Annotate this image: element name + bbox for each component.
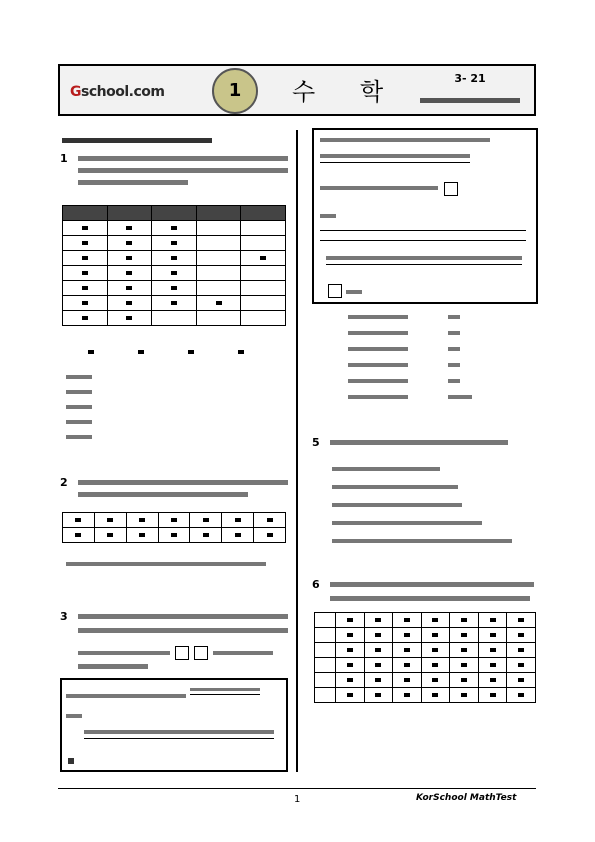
question-3-text (78, 664, 148, 669)
answer-option[interactable] (318, 352, 498, 368)
table-row (63, 311, 286, 326)
question-2-number: 2 (60, 476, 68, 489)
table-row (315, 673, 536, 688)
exam-code-underline (420, 98, 520, 103)
table-row (315, 613, 536, 628)
question-1-text (78, 156, 288, 161)
answer-option[interactable] (66, 424, 266, 439)
question-3-text (78, 628, 288, 633)
question-6-text (330, 596, 530, 601)
question-4-box (312, 128, 538, 304)
table-row (63, 206, 286, 221)
question-3-box (60, 678, 288, 772)
question-5-options (318, 456, 528, 546)
question-5-text (330, 440, 508, 445)
question-2-options[interactable] (66, 562, 266, 566)
subject-char-1: 수 (292, 78, 316, 106)
grade-badge: 1 (212, 68, 258, 114)
answer-option[interactable] (318, 368, 498, 384)
footer-rule (58, 788, 536, 789)
table-row (63, 281, 286, 296)
footer-brand: KorSchool MathTest (416, 793, 517, 803)
table-row (63, 236, 286, 251)
table-row (315, 643, 536, 658)
answer-option[interactable] (318, 304, 498, 320)
site-logo: Gschool.com (70, 84, 165, 100)
table-row (315, 688, 536, 703)
question-6-number: 6 (312, 578, 320, 591)
answer-option[interactable] (66, 409, 266, 424)
answer-option[interactable] (66, 379, 266, 394)
question-4-options (318, 304, 498, 400)
page-number: 1 (294, 794, 301, 805)
section-heading (62, 138, 212, 143)
blank-box[interactable] (328, 284, 342, 298)
question-1-table (62, 205, 286, 326)
answer-option[interactable] (66, 364, 266, 379)
question-2-text (78, 480, 288, 485)
table-row (63, 528, 286, 543)
question-3-text (78, 642, 288, 658)
answer-option[interactable] (318, 510, 528, 528)
question-1-options (66, 350, 266, 439)
question-2-text (78, 492, 248, 497)
answer-option[interactable] (318, 492, 528, 510)
question-6-text (330, 582, 534, 587)
question-6-table (314, 612, 536, 703)
table-row (63, 266, 286, 281)
answer-option[interactable] (318, 528, 528, 546)
blank-box[interactable] (175, 646, 189, 660)
table-row (63, 221, 286, 236)
question-5-number: 5 (312, 436, 320, 449)
table-row (63, 296, 286, 311)
answer-option[interactable] (66, 394, 266, 409)
answer-option[interactable] (318, 336, 498, 352)
question-3-number: 3 (60, 610, 68, 623)
column-divider (296, 130, 298, 772)
answer-option[interactable] (318, 474, 528, 492)
question-2-table (62, 512, 286, 543)
table-row (315, 628, 536, 643)
subject-char-2: 학 (360, 78, 384, 106)
question-3-text (78, 614, 288, 619)
question-1-text (78, 168, 288, 173)
table-row (315, 658, 536, 673)
table-row (63, 513, 286, 528)
answer-option[interactable] (318, 384, 498, 400)
blank-box[interactable] (194, 646, 208, 660)
exam-code: 3- 21 (454, 72, 486, 85)
answer-option[interactable] (318, 456, 528, 474)
blank-box[interactable] (444, 182, 458, 196)
question-1-number: 1 (60, 152, 68, 165)
answer-option[interactable] (318, 320, 498, 336)
table-row (63, 251, 286, 266)
question-1-text (78, 180, 188, 185)
